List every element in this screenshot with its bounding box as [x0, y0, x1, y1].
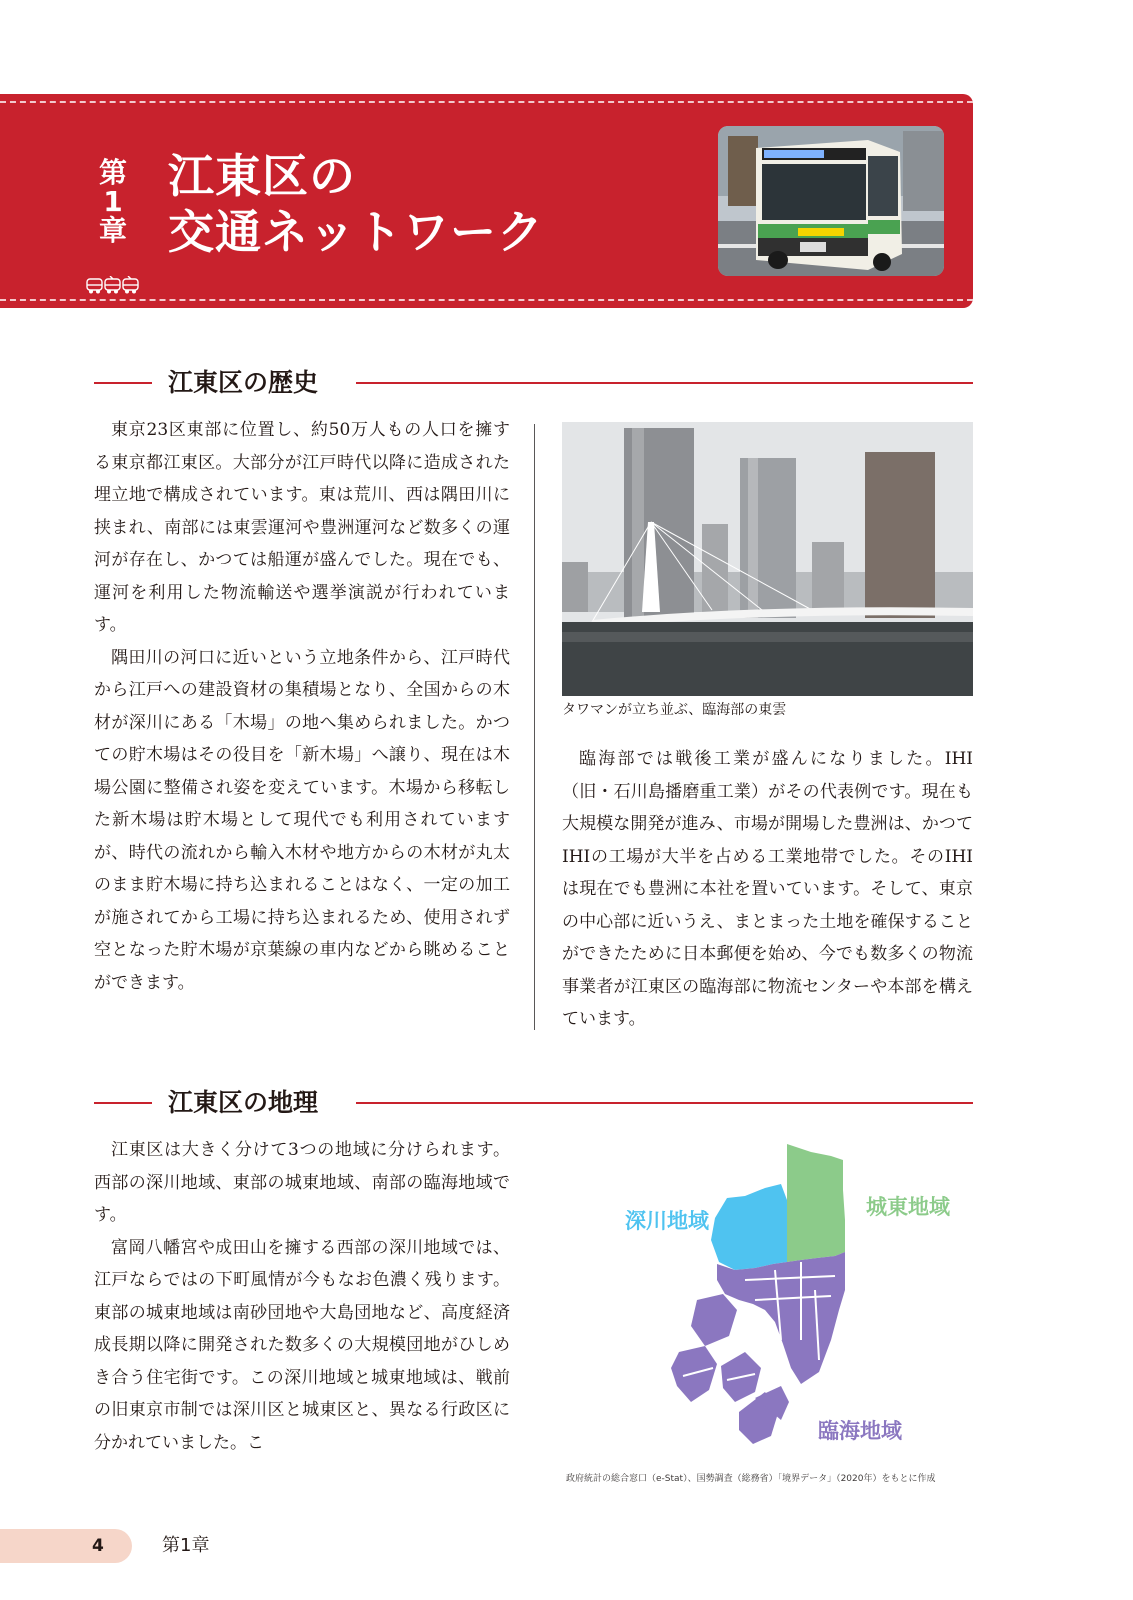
section-heading-text: 江東区の地理 — [168, 1088, 319, 1117]
dashed-border-top — [0, 101, 973, 103]
geography-paragraph-1: 江東区は大きく分けて3つの地域に分けられます。西部の深川地域、東部の城東地域、南部の臨海地域です。 — [94, 1140, 510, 1225]
heading-rule-left — [94, 1102, 152, 1104]
heading-rule-right — [356, 382, 973, 384]
map-label-fukagawa: 深川地域 — [625, 1209, 709, 1233]
column-divider — [534, 424, 535, 1030]
dashed-border-bottom — [0, 299, 973, 301]
chapter-title-line-2: 交通ネットワーク — [168, 205, 544, 259]
geography-column — [94, 1134, 510, 1459]
page-number-tab — [0, 1529, 132, 1563]
history-paragraph-3: 臨海部では戦後工業が盛んになりました。IHI（旧・石川島播磨重工業）がその代表例です。現在も大規模な開発が進み、市場が開場した豊洲は、かつてIHIの工場が大半を占める工業地帯でした。そのIHIは現在でも豊洲に本社を置いています。そして、東京の中心部に近いうえ、まとまった土地を確保することができたために日本郵便を始め、今でも数多くの物流事業者が江東区の臨海部に物流センターや本部を構えています。 — [562, 749, 973, 1029]
chapter-title — [168, 148, 544, 260]
bus-photo — [718, 126, 944, 276]
map-label-rinkai: 臨海地域 — [818, 1419, 902, 1443]
photo-caption: タワマンが立ち並ぶ、臨海部の東雲 — [562, 702, 787, 718]
section-heading-history — [94, 363, 973, 403]
footer-chapter-label: 第1章 — [162, 1535, 210, 1556]
heading-rule-left — [94, 382, 152, 384]
vehicle-icons — [86, 276, 140, 294]
section-heading-geography — [94, 1083, 973, 1123]
map-source-note: 政府統計の総合窓口（e-Stat）、国勢調査（総務省）「境界データ」（2020年）をもとに作成 — [566, 1474, 936, 1484]
history-paragraph-1: 東京23区東部に位置し、約50万人もの人口を擁する東京都江東区。大部分が江戸時代以降に造成された埋立地で構成されています。東は荒川、西は隅田川に挟まれ、南部には東雲運河や豊洲運河など数多くの運河が存在し、かつては船運が盛んでした。現在でも、運河を利用した物流輸送や選挙演説が行われています。 — [94, 420, 510, 635]
section-heading-text: 江東区の歴史 — [168, 368, 319, 397]
shinonome-towers-photo — [562, 422, 973, 696]
history-right-column — [562, 743, 973, 1036]
page-number: 4 — [92, 1536, 104, 1556]
koto-region-map — [605, 1140, 965, 1470]
history-left-column — [94, 414, 510, 999]
chapter-label: 第1章 — [98, 156, 127, 247]
history-paragraph-2: 隅田川の河口に近いという立地条件から、江戸時代から江戸への建設資材の集積場となり、全国からの木材が深川にある「木場」の地へ集められました。かつての貯木場はその役目を「新木場」へ譲り、現在は木場公園に整備され姿を変えています。木場から移転した新木場は貯木場として現代でも利用されていますが、時代の流れから輸入木材や地方からの木材が丸太のまま貯木場に持ち込まれることはなく、一定の加工が施されてから工場に持ち込まれるため、使用されず空となった貯木場が京葉線の車内などから眺めることができます。 — [94, 647, 510, 993]
map-label-joto: 城東地域 — [866, 1195, 950, 1219]
geography-paragraph-2: 富岡八幡宮や成田山を擁する西部の深川地域では、江戸ならではの下町風情が今もなお色濃く残ります。東部の城東地域は南砂団地や大島団地など、高度経済成長期以降に開発された数多くの大規模団地がひしめき合う住宅街です。この深川地域と城東地域は、戦前の旧東京市制では深川区と城東区と、異なる行政区に分かれていました。こ — [94, 1237, 510, 1453]
chapter-title-line-1: 江東区の — [168, 149, 356, 203]
heading-rule-right — [356, 1102, 973, 1104]
